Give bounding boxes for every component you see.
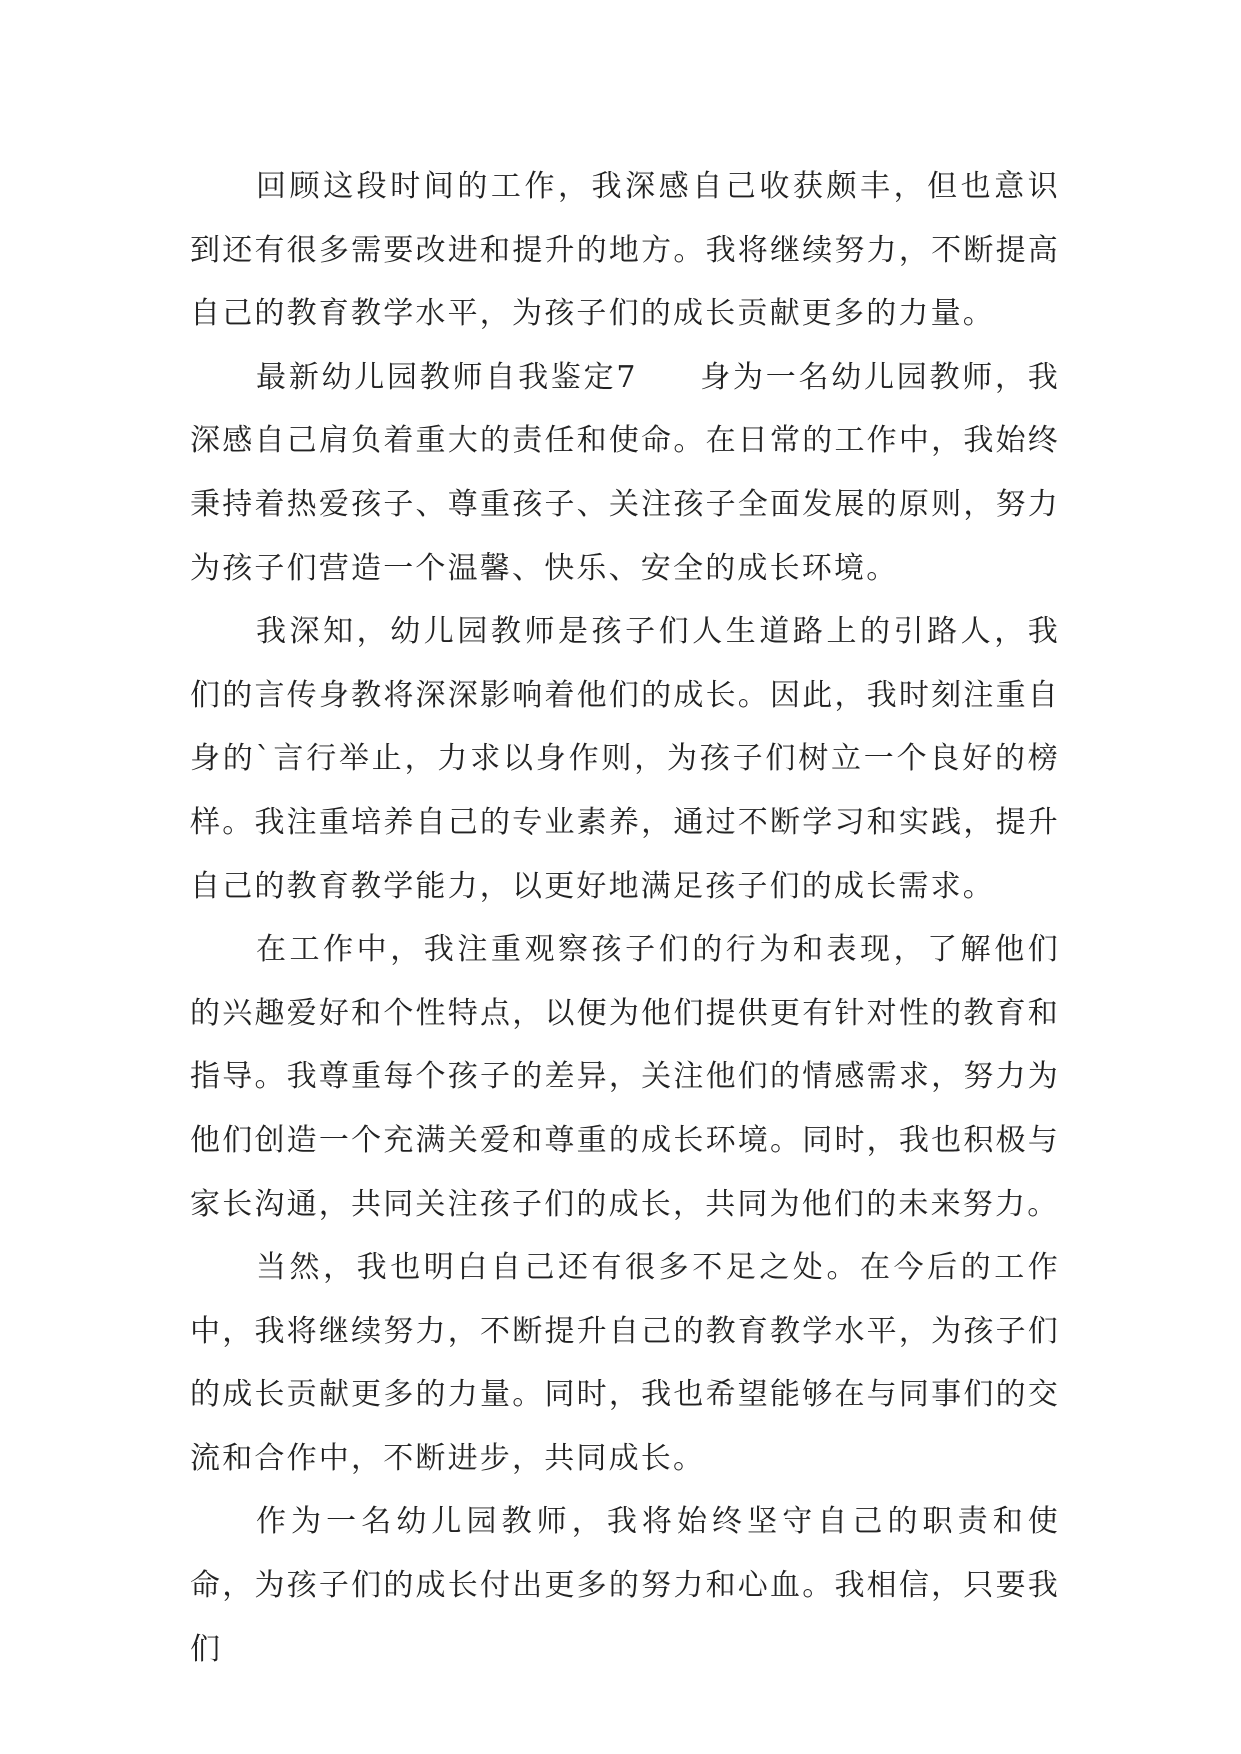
section-heading: 最新幼儿园教师自我鉴定7: [256, 359, 638, 395]
document-body: [190, 155, 1060, 1681]
paragraph-review: 回顾这段时间的工作，我深感自己收获颇丰，但也意识到还有很多需要改进和提升的地方。我将继续努力，不断提高自己的教育教学水平，为孩子们的成长贡献更多的力量。: [190, 169, 1060, 332]
paragraph-commitment: 作为一名幼儿园教师，我将始终坚守自己的职责和使命，为孩子们的成长付出更多的努力和心血。我相信，只要我们: [190, 1504, 1060, 1667]
paragraph-section-start: [190, 346, 1060, 600]
section-first-paragraph: 身为一名幼儿园教师，我深感自己肩负着重大的责任和使命。在日常的工作中，我始终秉持着热爱孩子、尊重孩子、关注孩子全面发展的原则，努力为孩子们营造一个温馨、快乐、安全的成长环境。: [190, 359, 1060, 586]
paragraph-role-model: 我深知，幼儿园教师是孩子们人生道路上的引路人，我们的言传身教将深深影响着他们的成长。因此，我时刻注重自身的`言行举止，力求以身作则，为孩子们树立一个良好的榜样。我注重培养自己的专业素养，通过不断学习和实践，提升自己的教育教学能力，以更好地满足孩子们的成长需求。: [190, 614, 1060, 904]
paragraph-observation: 在工作中，我注重观察孩子们的行为和表现，了解他们的兴趣爱好和个性特点，以便为他们提供更有针对性的教育和指导。我尊重每个孩子的差异，关注他们的情感需求，努力为他们创造一个充满关爱和尊重的成长环境。同时，我也积极与家长沟通，共同关注孩子们的成长，共同为他们的未来努力。: [190, 932, 1060, 1222]
paragraph-shortcomings: 当然，我也明白自己还有很多不足之处。在今后的工作中，我将继续努力，不断提升自己的教育教学水平，为孩子们的成长贡献更多的力量。同时，我也希望能够在与同事们的交流和合作中，不断进步，共同成长。: [190, 1250, 1060, 1476]
